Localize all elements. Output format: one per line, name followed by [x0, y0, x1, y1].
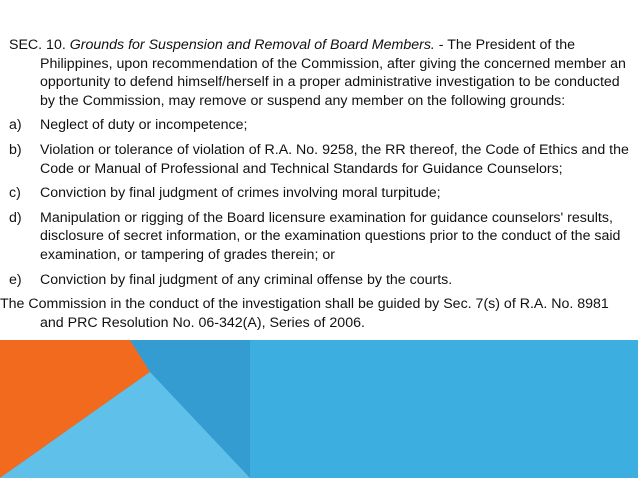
ground-label: d): [9, 209, 22, 226]
ground-label: b): [9, 141, 22, 158]
ground-item-e: [0, 271, 630, 290]
section-title: Grounds for Suspension and Removal of Board Members.: [69, 37, 435, 53]
ground-item-a: [0, 116, 630, 135]
section-paragraph: [0, 36, 630, 110]
section-intro: - The President of the Philippines, upon recommendation of the Commission, after giving the concerned member an opportunity to defend himself/herself in a proper administrative investigation to be conducted by the Commission, may remove or suspend any member on the following grounds:: [40, 37, 626, 109]
section-number: SEC. 10.: [9, 37, 66, 53]
ground-label: e): [9, 271, 22, 288]
ground-label: a): [9, 117, 22, 134]
slide-text: [0, 36, 630, 338]
ground-text: Manipulation or rigging of the Board licensure examination for guidance counselors' results, disclosure of secret information, or the examination questions prior to the conduct of the said examination, or tampering of grades therein; or: [40, 209, 621, 263]
ground-label: c): [9, 185, 21, 202]
closing-paragraph: The Commission in the conduct of the investigation shall be guided by Sec. 7(s) of R.A. No. 8981 and PRC Resolution No. 06-342(A), Series of 2006.: [0, 296, 609, 331]
ground-text: Violation or tolerance of violation of R.A. No. 9258, the RR thereof, the Code of Ethics and the Code or Manual of Professional and Technical Standards for Guidance Counselors;: [40, 141, 629, 177]
ground-item-c: [0, 184, 630, 203]
ground-item-b: [0, 141, 630, 178]
ground-text: Conviction by final judgment of crimes involving moral turpitude;: [40, 185, 441, 202]
ground-text: Conviction by final judgment of any criminal offense by the courts.: [40, 271, 453, 288]
ground-text: Neglect of duty or incompetence;: [40, 117, 248, 134]
ground-item-d: [0, 209, 630, 265]
